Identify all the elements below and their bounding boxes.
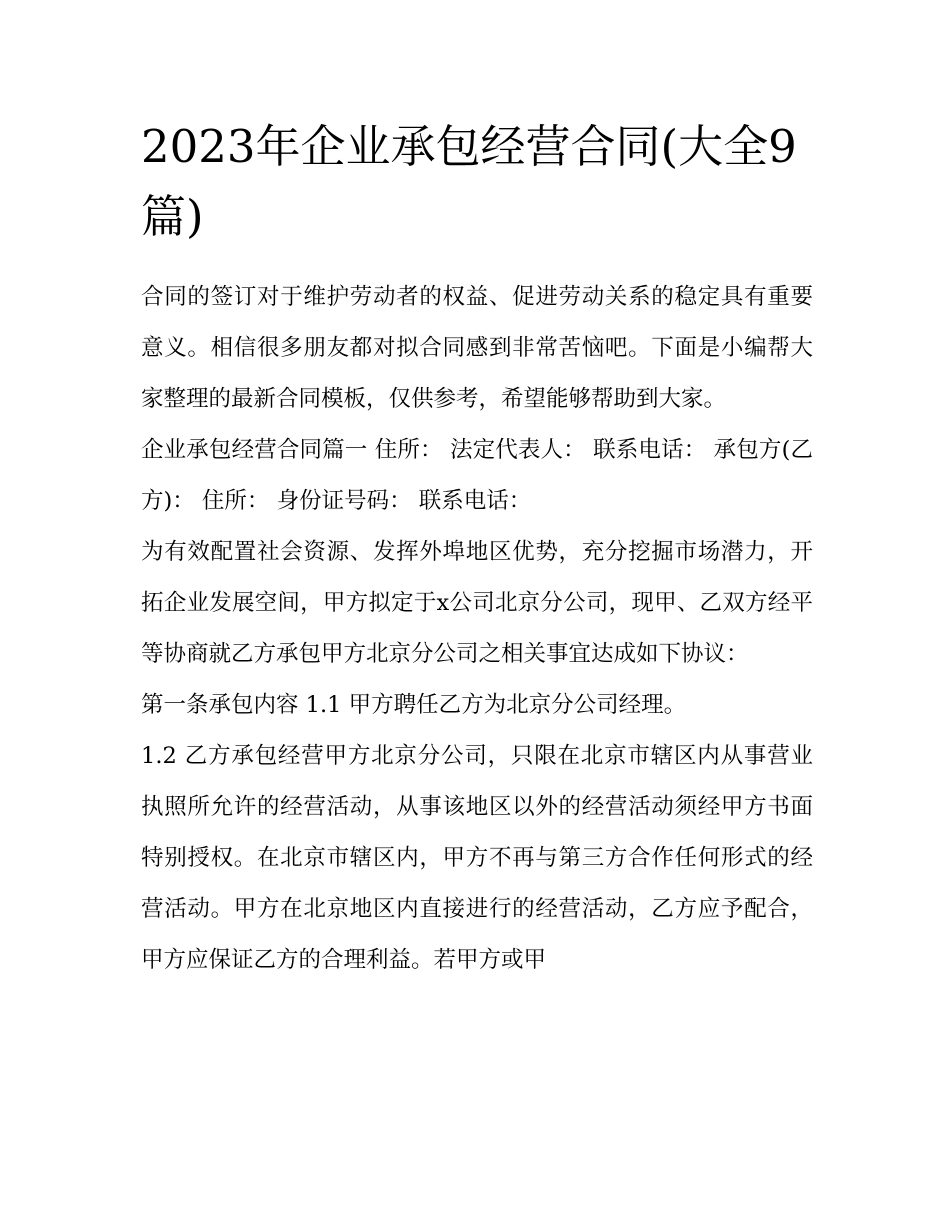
paragraph-purpose: 为有效配置社会资源、发挥外埠地区优势，充分挖掘市场潜力，开拓企业发展空间，甲方拟定于x公司北京分公司，现甲、乙双方经平等协商就乙方承包甲方北京分公司之相关事宜达成如下协议： — [141, 539, 813, 667]
paragraph-intro: 合同的签订对于维护劳动者的权益、促进劳动关系的稳定具有重要意义。相信很多朋友都对拟合同感到非常苦恼吧。下面是小编帮大家整理的最新合同模板，仅供参考，希望能够帮助到大家。 — [141, 284, 813, 412]
paragraph-parties: 企业承包经营合同篇一 住所： 法定代表人： 联系电话： 承包方(乙方)： 住所： 身份证号码： 联系电话： — [141, 437, 813, 514]
document-title: 2023年企业承包经营合同(大全9篇) — [141, 120, 797, 243]
paragraph-article-1-1: 第一条承包内容 1.1 甲方聘任乙方为北京分公司经理。 — [141, 692, 687, 718]
paragraph-article-1-2: 1.2 乙方承包经营甲方北京分公司，只限在北京市辖区内从事营业执照所允许的经营活动，从事该地区以外的经营活动须经甲方书面特别授权。在北京市辖区内，甲方不再与第三方合作任何形式的经营活动。甲方在北京地区内直接进行的经营活动，乙方应予配合，甲方应保证乙方的合理利益。若甲方或甲 — [141, 743, 813, 973]
document-body — [141, 272, 813, 986]
document-page — [141, 112, 813, 986]
